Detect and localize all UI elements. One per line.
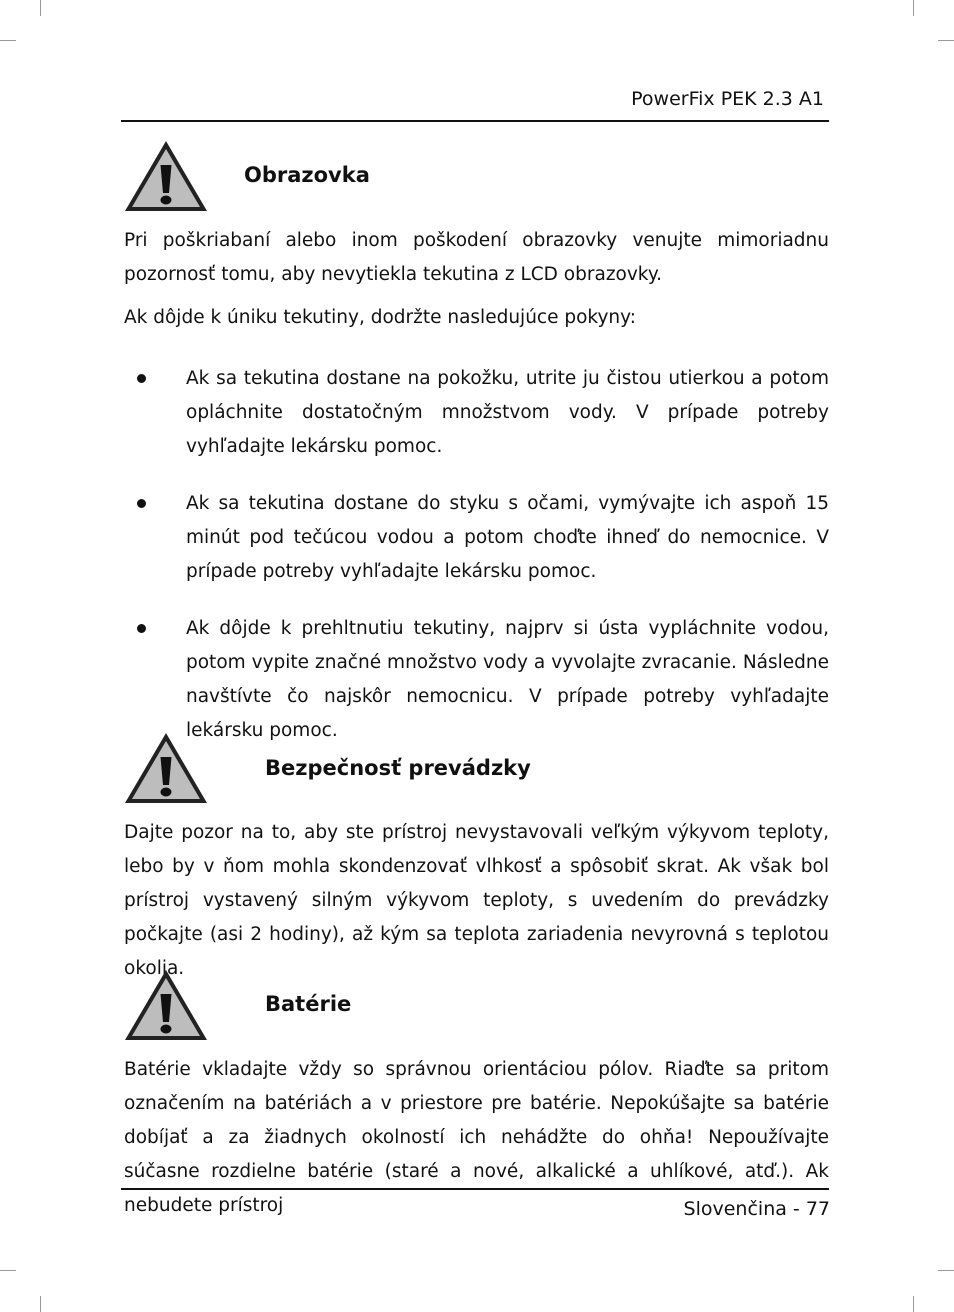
warning-icon <box>123 731 209 805</box>
section-heading-operational-safety: Bezpečnosť prevádzky <box>265 756 531 780</box>
crop-mark <box>913 1296 914 1312</box>
crop-mark <box>0 1270 16 1271</box>
paragraph: Batérie vkladajte vždy so správnou orientáciou pólov. Riaďte sa pritom označením na batériách a v priestore pre batérie. Nepokúšajte sa batérie dobíjať a za žiadnych okolností ich nehádžte do ohňa! Nepoužívajte súčasne rozdielne batérie (staré a nové, alkalické a uhlíkové, atď.). Ak nebudete prístroj <box>124 1059 829 1216</box>
bullet-dot <box>137 624 146 633</box>
crop-mark <box>938 40 954 41</box>
warning-icon <box>123 968 209 1042</box>
list-item: Ak sa tekutina dostane do styku s očami, vymývajte ich aspoň 15 minút pod tečúcou vodou a potom choďte ihneď do nemocnice. V prípade potreby vyhľadajte lekársku pomoc. <box>186 493 829 582</box>
bullet-dot <box>137 499 146 508</box>
paragraph: Dajte pozor na to, aby ste prístroj nevystavovali veľkým výkyvom teploty, lebo by v ňom mohla skondenzovať vlhkosť a spôsobiť skrat. Ak však bol prístroj vystavený silným výkyvom teploty, s uvedením do prevádzky počkajte (asi 2 hodiny), až kým sa teplota zariadenia nevyrovná s teplotou okolia. <box>124 822 829 979</box>
page-footer-label: Slovenčina - 77 <box>683 1198 830 1220</box>
list-item: Ak dôjde k prehltnutiu tekutiny, najprv si ústa vypláchnite vodou, potom vypite značné množstvo vody a vyvolajte zvracanie. Následne navštívte čo najskôr nemocnicu. V prípade potreby vyhľadajte lekársku pomoc. <box>186 618 829 741</box>
warning-icon <box>123 139 209 213</box>
footer-rule <box>121 1188 829 1190</box>
paragraph: Ak dôjde k úniku tekutiny, dodržte nasledujúce pokyny: <box>124 307 636 328</box>
crop-mark <box>938 1270 954 1271</box>
section-heading-screen: Obrazovka <box>244 163 370 187</box>
crop-mark <box>40 1296 41 1312</box>
section-heading-batteries: Batérie <box>265 992 352 1016</box>
crop-mark <box>913 0 914 16</box>
page-header-title: PowerFix PEK 2.3 A1 <box>631 88 824 110</box>
header-rule <box>121 120 829 122</box>
list-item: Ak sa tekutina dostane na pokožku, utrite ju čistou utierkou a potom opláchnite dostatočným množstvom vody. V prípade potreby vyhľadajte lekársku pomoc. <box>186 368 829 457</box>
bullet-dot <box>137 374 146 383</box>
crop-mark <box>40 0 41 16</box>
crop-mark <box>0 40 16 41</box>
paragraph: Pri poškriabaní alebo inom poškodení obrazovky venujte mimoriadnu pozornosť tomu, aby nevytiekla tekutina z LCD obrazovky. <box>124 230 829 285</box>
